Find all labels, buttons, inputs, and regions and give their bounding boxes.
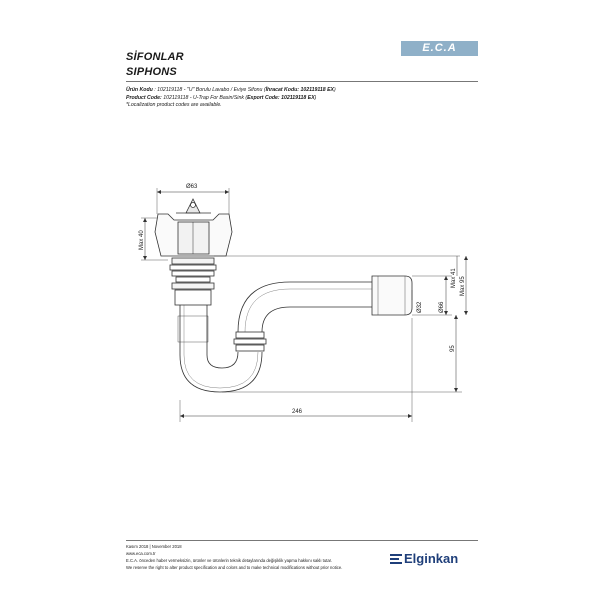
dim-outlet-diameter: Ø66 [439,301,445,313]
elginkan-logo-icon [390,553,402,565]
footer-url[interactable]: www.eca.com.tr [126,551,156,556]
product-code-label-en: Product Code: [126,95,162,101]
elginkan-brand: Elginkan [404,551,459,566]
export-code-tr: İhracat Kodu: 102119118 EX [265,87,335,93]
product-code-label-tr: Ürün Kodu [126,87,153,93]
footer-divider [126,540,478,541]
dim-height: 95 [450,345,456,352]
page-title-en: SIPHONS [126,66,177,78]
product-code-value-en: 102119118 - U-Trap For Basin/Sink ( [161,95,248,101]
product-code-en: Product Code: 102119118 - U-Trap For Basin/Sink (Export Code: 102119118 EX) [126,95,317,101]
dim-top-diameter: Ø63 [186,184,198,190]
localization-note: *Localization product codes are available. [126,102,222,108]
footer-disclaimer-tr: E.C.A. önceden haber vermeksizin, ürünler ve ürünlerin teknik detaylarında değişiklik yapma hakkını saklı tutar. [126,558,332,563]
footer-date: Kasım 2018 | November 2018 [126,544,182,549]
eca-logo-text: E.C.A [422,42,457,54]
page-title-tr: SİFONLAR [126,51,184,63]
dim-pipe-diameter: Ø32 [417,301,423,313]
footer-disclaimer-en: We reserve the right to alter product specification and colors and to make technical modifications without prior notice. [126,565,343,570]
dim-max-height-top: Max 40 [139,230,145,250]
export-code-en: Export Code: 102119118 EX [247,95,315,101]
dim-length: 246 [292,409,303,415]
product-code-value-tr: : 102119118 - "U" Borulu Lavabo / Eviye Sifonu ( [152,87,266,93]
dim-max-total: Max 95 [460,276,466,296]
product-code-tr: Ürün Kodu : 102119118 - "U" Borulu Lavabo / Eviye Sifonu (İhracat Kodu: 102119118 EX) [126,87,336,93]
dim-max-outlet: Max 41 [451,268,457,288]
